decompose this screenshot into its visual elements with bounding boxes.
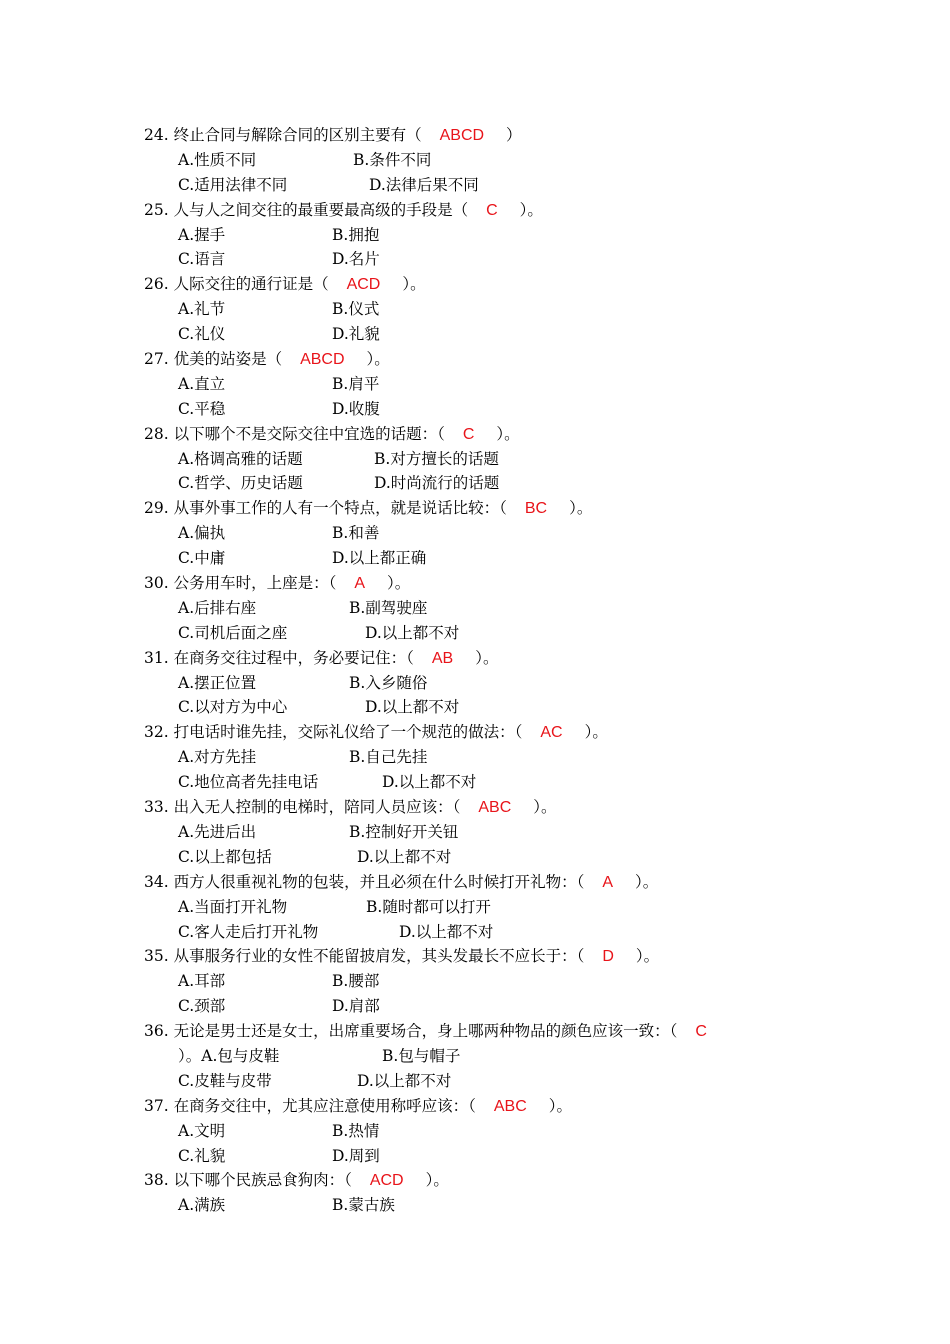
option-text: A.先进后出	[178, 822, 257, 841]
question-line	[144, 347, 784, 372]
option-text: C.以上都包括	[178, 847, 272, 866]
question-text: 32. 打电话时谁先挂，交际礼仪给了一个规范的做法：（	[144, 723, 523, 742]
question-line	[144, 795, 784, 820]
option-row	[144, 447, 784, 472]
question-line	[144, 1019, 784, 1044]
question-line	[144, 272, 784, 297]
question-closing: ）。	[387, 574, 411, 593]
question-text: 34. 西方人很重视礼物的包装，并且必须在什么时候打开礼物：（	[144, 872, 585, 891]
option-text: B.仪式	[332, 300, 380, 319]
question-closing: ）。	[496, 424, 520, 443]
question-line	[144, 944, 784, 969]
question-closing: ）。	[548, 1096, 573, 1115]
option-row	[144, 372, 784, 397]
option-row	[144, 621, 784, 646]
question-line	[144, 1094, 784, 1119]
option-text: B.和善	[332, 524, 380, 543]
question-closing: ）。	[569, 499, 593, 518]
option-row	[144, 148, 784, 173]
question-text: 30. 公务用车时，上座是：（	[144, 574, 337, 593]
question-closing: ）。	[533, 798, 557, 817]
option-text: D.收腹	[332, 399, 380, 418]
option-text: D.以上都正确	[332, 549, 427, 568]
option-row	[144, 1144, 784, 1169]
option-text: C.适用法律不同	[178, 175, 288, 194]
option-row	[144, 1119, 784, 1144]
option-text: B.肩平	[332, 374, 380, 393]
answer-text: AB	[431, 649, 454, 667]
question-closing: ）。	[635, 947, 660, 966]
option-text: D.名片	[332, 250, 380, 269]
question-text: 37. 在商务交往中，尤其应注意使用称呼应该：（	[144, 1096, 476, 1115]
question-text: 35. 从事服务行业的女性不能留披肩发，其头发最长不应长于：（	[144, 947, 585, 966]
question-closing: ）。	[425, 1171, 449, 1190]
question-closing: ）。	[519, 200, 543, 219]
option-row	[144, 297, 784, 322]
question-text: 25. 人与人之间交往的最重要最高级的手段是（	[144, 200, 469, 219]
option-text: B.拥抱	[332, 225, 380, 244]
option-row	[144, 969, 784, 994]
option-text: C.礼貌	[178, 1146, 226, 1165]
option-row	[144, 745, 784, 770]
option-text: B.对方擅长的话题	[374, 449, 499, 468]
answer-text: ACD	[369, 1172, 404, 1190]
option-text: D.以上都不对	[365, 623, 460, 642]
question-closing: ）。	[635, 872, 659, 891]
option-row	[144, 1193, 784, 1218]
option-text: A.格调高雅的话题	[178, 449, 303, 468]
option-text: C.地位高者先挂电话	[178, 773, 319, 792]
option-row	[144, 471, 784, 496]
option-row	[144, 322, 784, 347]
option-text: C.中庸	[178, 549, 226, 568]
option-text: D.以上都不对	[365, 698, 460, 717]
option-row	[144, 1044, 784, 1069]
answer-text: C	[462, 425, 475, 443]
option-text: D.肩部	[332, 997, 380, 1016]
question-line	[144, 646, 784, 671]
option-text: C.语言	[178, 250, 226, 269]
option-row	[144, 397, 784, 422]
option-text: A.对方先挂	[178, 748, 257, 767]
option-text: A.偏执	[178, 524, 226, 543]
answer-text: C	[695, 1023, 707, 1041]
option-row	[144, 1069, 784, 1094]
option-text: C.司机后面之座	[178, 623, 288, 642]
question-line	[144, 1168, 784, 1193]
option-text: B.包与帽子	[382, 1046, 461, 1065]
question-line	[144, 571, 784, 596]
question-line	[144, 422, 784, 447]
option-row	[144, 173, 784, 198]
question-closing: ）。	[366, 350, 390, 369]
option-text: B.腰部	[332, 972, 380, 991]
option-text: D.时尚流行的话题	[374, 474, 500, 493]
answer-text: A	[602, 873, 614, 891]
option-text: C.客人走后打开礼物	[178, 922, 319, 941]
option-text: D.周到	[332, 1146, 380, 1165]
option-text: B.入乡随俗	[349, 673, 428, 692]
answer-text: ABCD	[300, 351, 345, 369]
option-text: D.以上都不对	[382, 773, 477, 792]
question-line	[144, 720, 784, 745]
option-text: A.后排右座	[178, 598, 257, 617]
question-closing: ）。	[402, 275, 426, 294]
option-text: D.以上都不对	[357, 847, 452, 866]
option-text: B.自己先挂	[349, 748, 428, 767]
option-text: D.礼貌	[332, 325, 380, 344]
question-closing: ）。	[584, 723, 608, 742]
question-text: 33. 出入无人控制的电梯时，陪同人员应该：（	[144, 798, 461, 817]
question-line	[144, 123, 784, 148]
option-text: C.礼仪	[178, 325, 226, 344]
option-text: C.平稳	[178, 399, 226, 418]
question-text: 28. 以下哪个不是交际交往中宜选的话题：（	[144, 424, 445, 443]
question-text: 29. 从事外事工作的人有一个特点，就是说话比较：（	[144, 499, 507, 518]
option-text: B.条件不同	[353, 150, 432, 169]
option-row	[144, 247, 784, 272]
option-text: C.颈部	[178, 997, 226, 1016]
option-text: A.直立	[178, 374, 226, 393]
question-text: 38. 以下哪个民族忌食狗肉：（	[144, 1171, 352, 1190]
answer-text: ABC	[478, 799, 512, 817]
option-text: B.副驾驶座	[349, 598, 428, 617]
option-text: B.控制好开关钮	[349, 822, 459, 841]
option-row	[144, 920, 784, 945]
question-list	[144, 123, 784, 1218]
option-text: ）。A.包与皮鞋	[178, 1046, 280, 1065]
option-text: A.握手	[178, 225, 226, 244]
option-row	[144, 820, 784, 845]
option-text: C.哲学、历史话题	[178, 474, 303, 493]
option-row	[144, 596, 784, 621]
option-text: D.以上都不对	[357, 1071, 452, 1090]
answer-text: ABC	[493, 1097, 527, 1115]
option-text: A.当面打开礼物	[178, 897, 288, 916]
answer-text: D	[602, 948, 614, 966]
option-text: A.礼节	[178, 300, 226, 319]
answer-text: ACD	[346, 276, 381, 294]
question-text: 31. 在商务交往过程中，务必要记住：（	[144, 648, 414, 667]
option-text: C.皮鞋与皮带	[178, 1071, 272, 1090]
option-text: D.以上都不对	[399, 922, 494, 941]
option-text: A.耳部	[178, 972, 226, 991]
option-row	[144, 521, 784, 546]
question-line	[144, 870, 784, 895]
question-closing: ）。	[475, 648, 499, 667]
option-row	[144, 770, 784, 795]
option-text: B.随时都可以打开	[366, 897, 491, 916]
question-text: 36. 无论是男士还是女士，出席重要场合，身上哪两种物品的颜色应该一致：（	[144, 1022, 678, 1041]
option-text: A.文明	[178, 1121, 226, 1140]
question-line	[144, 198, 784, 223]
answer-text: C	[486, 201, 498, 219]
option-row	[144, 845, 784, 870]
option-text: D.法律后果不同	[369, 175, 479, 194]
option-row	[144, 223, 784, 248]
option-text: B.热情	[332, 1121, 380, 1140]
answer-text: AC	[540, 724, 563, 742]
question-text: 27. 优美的站姿是（	[144, 350, 283, 369]
option-row	[144, 546, 784, 571]
option-text: A.摆正位置	[178, 673, 257, 692]
answer-text: BC	[524, 500, 548, 518]
option-text: A.性质不同	[178, 150, 257, 169]
option-row	[144, 695, 784, 720]
option-row	[144, 994, 784, 1019]
option-text: B.蒙古族	[332, 1196, 395, 1215]
question-line	[144, 496, 784, 521]
option-row	[144, 671, 784, 696]
question-text: 26. 人际交往的通行证是（	[144, 275, 329, 294]
option-text: C.以对方为中心	[178, 698, 288, 717]
option-row	[144, 895, 784, 920]
answer-text: ABCD	[439, 127, 485, 144]
question-text: 24. 终止合同与解除合同的区别主要有（	[144, 126, 422, 144]
answer-text: A	[354, 575, 365, 593]
question-closing: ）	[506, 126, 522, 144]
option-text: A.满族	[178, 1196, 226, 1215]
